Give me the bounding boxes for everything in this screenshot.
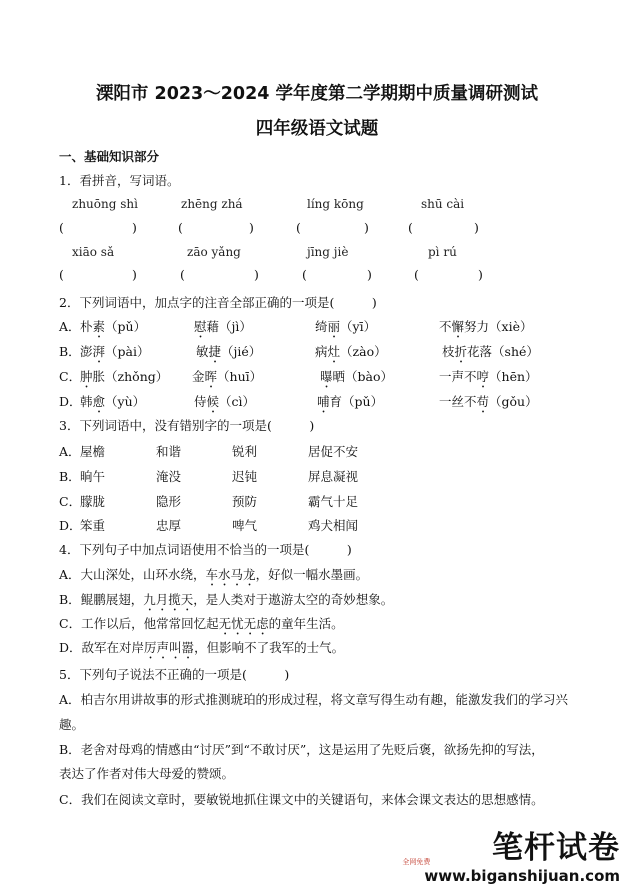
- watermark-brand: 笔杆试卷: [492, 830, 620, 866]
- section-heading: 一、基础知识部分: [59, 149, 160, 164]
- watermark-small-label: 全网免费: [402, 858, 431, 866]
- pinyin: pì rú: [428, 245, 457, 259]
- option-word: 预防: [232, 494, 258, 509]
- option-word: 哺育（pǔ）: [317, 394, 384, 409]
- option-label: A．: [59, 319, 81, 334]
- answer-paren-open: (: [302, 267, 307, 282]
- q5-stem: 5．下列句子说法不正确的一项是( ): [59, 667, 290, 682]
- option-word: 朦胧: [80, 494, 106, 509]
- option-word: 一丝不苟（gǒu）: [439, 394, 538, 409]
- option-sentence: C．工作以后，他常常回忆起无忧无虑的童年生活。: [59, 616, 344, 631]
- option-word: 晌午: [80, 469, 106, 484]
- option-word: 不懈努力（xiè）: [439, 319, 533, 334]
- option-label: D．: [59, 394, 82, 409]
- option-word: 淹没: [156, 469, 182, 484]
- option-word: 韩愈（yù）: [80, 394, 146, 409]
- q3-stem: 3．下列词语中，没有错别字的一项是( ): [59, 418, 315, 433]
- option-word: 锐利: [232, 444, 258, 459]
- option-word: 居促不安: [308, 444, 359, 459]
- option-label: C．: [59, 369, 82, 384]
- option-word: 病灶（zào）: [315, 344, 387, 359]
- option-word: 啤气: [232, 518, 258, 533]
- answer-paren-open: (: [59, 267, 64, 282]
- option-sentence: B．鲲鹏展翅，九月揽天，是人类对于遨游太空的奇妙想象。: [59, 592, 394, 607]
- option-sentence: A．大山深处，山环水绕，车水马龙，好似一幅水墨画。: [59, 567, 369, 582]
- pinyin: zāo yǎng: [187, 245, 241, 259]
- answer-paren-close: ): [132, 220, 137, 235]
- option-word: 和谐: [156, 444, 182, 459]
- option-word: 澎湃（pài）: [80, 344, 150, 359]
- answer-paren-close: ): [478, 267, 483, 282]
- option-word: 屋檐: [80, 444, 106, 459]
- answer-paren-close: ): [254, 267, 259, 282]
- option-label: D．: [59, 518, 82, 533]
- option-word: 绮丽（yī）: [315, 319, 377, 334]
- watermark: [402, 822, 620, 885]
- option-word: 肿胀（zhǒng）: [80, 369, 169, 384]
- q2-stem: 2．下列词语中，加点字的注音全部正确的一项是( ): [59, 295, 377, 310]
- option-label: B．: [59, 344, 81, 359]
- q4-stem: 4．下列句子中加点词语使用不恰当的一项是( ): [59, 542, 352, 557]
- answer-paren-open: (: [59, 220, 64, 235]
- answer-paren-close: ): [474, 220, 479, 235]
- option-word: 鸡犬相闻: [308, 518, 359, 533]
- option-word: 枝折花落（shé）: [442, 344, 539, 359]
- q5-option-b-cont: 表达了作者对伟大母爱的赞颂。: [59, 766, 235, 781]
- option-sentence: D．敌军在对岸厉声叫嚣，但影响不了我军的士气。: [59, 640, 345, 655]
- option-word: 迟钝: [232, 469, 258, 484]
- option-label: B．: [59, 469, 81, 484]
- option-label: C．: [59, 494, 82, 509]
- option-word: 隐形: [156, 494, 182, 509]
- pinyin: xiāo sǎ: [72, 245, 115, 259]
- q5-option-a: A．柏吉尔用讲故事的形式推测琥珀的形成过程，将文章写得生动有趣，能激发我们的学习兴: [59, 692, 569, 707]
- answer-paren-open: (: [408, 220, 413, 235]
- option-word: 金晖（huī）: [192, 369, 263, 384]
- q5-option-b: B．老舍对母鸡的情感由“讨厌”到“不敢讨厌”，这是运用了先贬后褒，欲扬先抑的写法，: [59, 742, 544, 757]
- option-word: 朴素（pǔ）: [80, 319, 147, 334]
- answer-paren-open: (: [414, 267, 419, 282]
- option-word: 忠厚: [156, 518, 182, 533]
- answer-paren-close: ): [364, 220, 369, 235]
- answer-paren-close: ): [249, 220, 254, 235]
- option-label: A．: [59, 444, 81, 459]
- answer-paren-open: (: [296, 220, 301, 235]
- answer-paren-close: ): [367, 267, 372, 282]
- answer-paren-close: ): [132, 267, 137, 282]
- pinyin: zhuōng shì: [72, 197, 138, 211]
- q5-option-c: C．我们在阅读文章时，要敏锐地抓住课文中的关键语句，来体会课文表达的思想感情。: [59, 792, 544, 807]
- option-word: 慰藉（jì）: [194, 319, 252, 334]
- q5-option-a-cont: 趣。: [59, 717, 85, 732]
- exam-subtitle: 四年级语文试题: [255, 119, 379, 139]
- option-word: 屏息凝视: [308, 469, 359, 484]
- answer-paren-open: (: [180, 267, 185, 282]
- option-word: 霸气十足: [308, 494, 359, 509]
- option-word: 一声不哼（hēn）: [439, 369, 538, 384]
- pinyin: líng kōng: [307, 197, 364, 211]
- pinyin: shū cài: [421, 197, 465, 211]
- watermark-url: www.biganshijuan.com: [424, 867, 620, 885]
- pinyin: jīng jiè: [307, 245, 349, 259]
- q1-stem: 1．看拼音，写词语。: [59, 173, 180, 188]
- option-word: 笨重: [80, 518, 106, 533]
- option-word: 侍候（cì）: [194, 394, 256, 409]
- exam-title: 溧阳市 2023～2024 学年度第二学期期中质量调研测试: [95, 84, 539, 104]
- pinyin: zhēng zhá: [181, 197, 243, 211]
- option-word: 曝晒（bào）: [320, 369, 394, 384]
- option-word: 敏捷（jié）: [196, 344, 262, 359]
- answer-paren-open: (: [178, 220, 183, 235]
